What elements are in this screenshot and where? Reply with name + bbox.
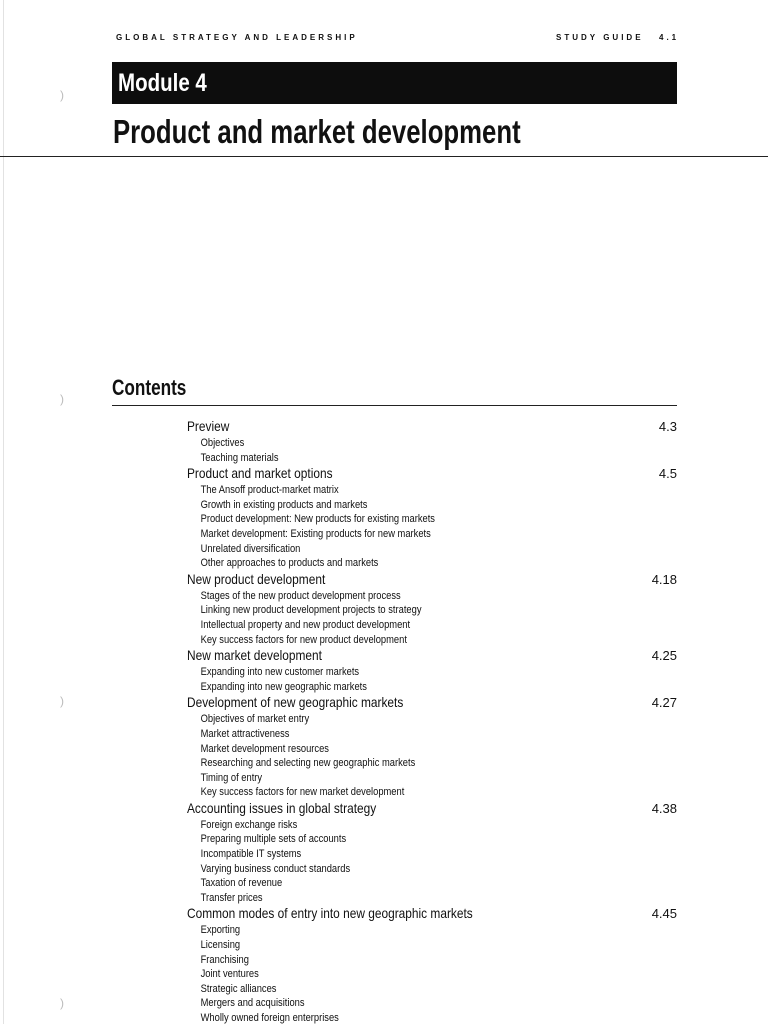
toc-page-number: 4.45 xyxy=(651,906,677,922)
toc-section-row xyxy=(187,571,677,589)
toc-section-title: New market development xyxy=(187,647,322,664)
toc-subitem: Mergers and acquisitions xyxy=(200,997,305,1010)
toc-section-title: Product and market options xyxy=(187,465,333,482)
toc-subitem: Researching and selecting new geographic markets xyxy=(200,757,416,770)
table-of-contents xyxy=(187,418,677,1026)
toc-section-title: New product development xyxy=(187,570,326,587)
toc-page-number: 4.25 xyxy=(651,648,677,664)
toc-subitem: Expanding into new geographic markets xyxy=(200,680,367,693)
toc-subitem: Unrelated diversification xyxy=(200,542,301,555)
toc-subitem: Licensing xyxy=(200,939,241,952)
toc-section xyxy=(187,571,677,647)
toc-subitem: Key success factors for new product development xyxy=(200,633,407,646)
toc-subitem: Objectives xyxy=(200,437,245,449)
toc-section xyxy=(187,905,677,1025)
toc-section-title: Common modes of entry into new geographic markets xyxy=(187,905,473,922)
module-banner xyxy=(112,62,677,104)
toc-subitem: Market attractiveness xyxy=(200,727,290,740)
toc-subitem: Preparing multiple sets of accounts xyxy=(200,833,347,846)
toc-section-title: Preview xyxy=(187,418,230,434)
toc-section xyxy=(187,647,677,694)
toc-subitem: Growth in existing products and markets xyxy=(200,498,368,511)
page-title: Product and market development xyxy=(113,113,521,150)
title-divider xyxy=(0,156,768,157)
binding-hole-mark: ) xyxy=(60,996,64,1010)
toc-section xyxy=(187,418,677,465)
toc-section xyxy=(187,800,677,906)
toc-subitem: Market development resources xyxy=(200,742,329,755)
toc-subitem: Stages of the new product development process xyxy=(200,589,401,602)
toc-subitem: The Ansoff product-market matrix xyxy=(200,484,339,497)
binding-hole-mark: ) xyxy=(60,694,64,708)
toc-subitem: Incompatible IT systems xyxy=(200,848,302,861)
toc-section-row xyxy=(187,647,677,665)
page-edge-line xyxy=(3,0,4,1024)
contents-heading: Contents xyxy=(112,375,187,400)
toc-subitem: Objectives of market entry xyxy=(200,713,310,726)
toc-page-number: 4.3 xyxy=(658,419,677,434)
toc-page-number: 4.27 xyxy=(651,695,677,711)
toc-subitem: Market development: Existing products for new markets xyxy=(200,527,431,540)
toc-subitem: Linking new product development projects to strategy xyxy=(200,604,422,617)
toc-section-row xyxy=(187,800,677,818)
binding-hole-mark: ) xyxy=(60,88,64,102)
page-number: 4.1 xyxy=(659,33,680,42)
toc-page-number: 4.38 xyxy=(651,800,677,816)
toc-page-number: 4.5 xyxy=(658,466,677,482)
toc-section-title: Accounting issues in global strategy xyxy=(187,799,377,816)
toc-subitem: Strategic alliances xyxy=(200,982,277,995)
toc-section xyxy=(187,694,677,800)
module-label: Module 4 xyxy=(118,69,207,97)
toc-subitem: Key success factors for new market development xyxy=(200,786,405,799)
toc-subitem: Wholly owned foreign enterprises xyxy=(200,1012,339,1024)
contents-divider xyxy=(112,405,677,406)
toc-subitem: Varying business conduct standards xyxy=(200,862,351,875)
toc-subitem: Exporting xyxy=(200,924,241,937)
toc-subitem: Franchising xyxy=(200,953,249,966)
toc-section-row xyxy=(187,465,677,483)
toc-section xyxy=(187,465,677,571)
toc-section-title: Development of new geographic markets xyxy=(187,694,404,711)
toc-section-row xyxy=(187,694,677,712)
toc-subitem: Foreign exchange risks xyxy=(200,818,298,831)
toc-subitem: Product development: New products for existing markets xyxy=(200,513,435,526)
toc-subitem: Timing of entry xyxy=(200,771,263,784)
running-header-guide: STUDY GUIDE xyxy=(556,33,644,42)
binding-hole-mark: ) xyxy=(60,392,64,406)
toc-subitem: Teaching materials xyxy=(200,451,279,464)
toc-page-number: 4.18 xyxy=(651,571,677,587)
toc-subitem: Other approaches to products and markets xyxy=(200,557,379,570)
toc-subitem: Joint ventures xyxy=(200,968,259,981)
toc-subitem: Intellectual property and new product development xyxy=(200,618,411,631)
running-header-title: GLOBAL STRATEGY AND LEADERSHIP xyxy=(116,33,358,42)
toc-section-row xyxy=(187,905,677,923)
toc-section-row xyxy=(187,418,677,436)
toc-subitem: Transfer prices xyxy=(200,891,263,904)
toc-subitem: Taxation of revenue xyxy=(200,877,283,890)
toc-subitem: Expanding into new customer markets xyxy=(200,666,360,679)
